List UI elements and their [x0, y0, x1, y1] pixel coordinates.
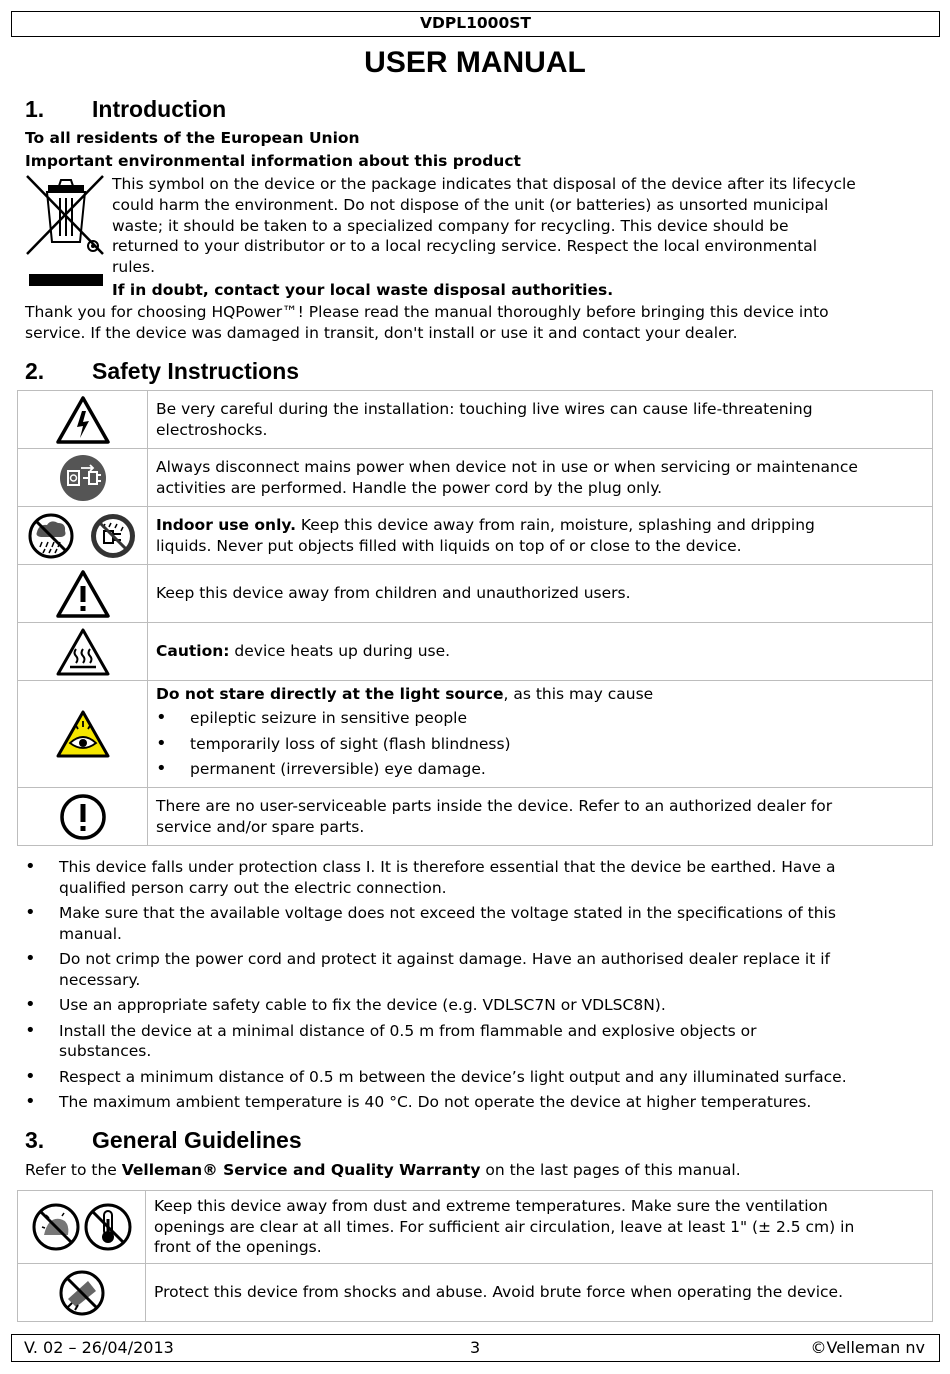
header-model: VDPL1000ST [11, 11, 940, 37]
guideline-row [18, 1264, 933, 1322]
section-number: 3. [25, 1127, 45, 1153]
section-title: Safety Instructions [92, 358, 300, 384]
caution-bold: Caution: [156, 642, 230, 661]
dust-temperature-icon [18, 1191, 146, 1264]
section-3-heading [25, 1126, 302, 1154]
weee-line: could harm the environment. Do not dispose of the unit (or batteries) as unsorted municipal [112, 195, 829, 214]
weee-bin-icon [25, 174, 107, 286]
list-item: • This device falls under protection class I. It is therefore essential that the device be earthed. Have a qualified person carry out the electric connection. [25, 857, 930, 899]
safety-row [18, 391, 933, 449]
section-title: Introduction [92, 96, 227, 122]
light-source-bold: Do not stare directly at the light source [156, 684, 504, 703]
guidelines-table [17, 1190, 933, 1322]
exclamation-circle-icon [18, 788, 148, 846]
page-number: 3 [470, 1338, 481, 1357]
safety-row [18, 788, 933, 846]
disconnect-mains-icon [18, 449, 148, 507]
section-number: 1. [25, 96, 45, 122]
page-footer [11, 1334, 940, 1362]
light-hazard-list [156, 708, 924, 779]
copyright: ©Velleman nv [810, 1338, 925, 1357]
version-date: V. 02 – 26/04/2013 [24, 1338, 174, 1357]
list-item: • Make sure that the available voltage does not exceed the voltage stated in the specifications of this manual. [25, 903, 930, 945]
weee-line: This symbol on the device or the package indicates that disposal of the device after its lifecycle [112, 175, 856, 193]
safety-text: Always disconnect mains power when device not in use or when servicing or maintenance activities are performed. Handle the power cord by the plug only. [148, 449, 933, 507]
weee-description [112, 174, 932, 278]
hot-surface-icon [18, 623, 148, 681]
weee-line: rules. [112, 258, 156, 277]
list-item: • Install the device at a minimal distance of 0.5 m from flammable and explosive objects or substances. [25, 1021, 930, 1063]
safety-row [18, 449, 933, 507]
safety-text: There are no user-serviceable parts inside the device. Refer to an authorized dealer for service and/or spare parts. [148, 788, 933, 846]
safety-row [18, 623, 933, 681]
guideline-row [18, 1191, 933, 1264]
weee-line: returned to your distributor or to a local recycling service. Respect the local environmental [112, 237, 818, 256]
section-title: General Guidelines [92, 1127, 302, 1153]
guideline-text: Protect this device from shocks and abuse. Avoid brute force when operating the device. [146, 1264, 933, 1322]
warranty-bold: Velleman® Service and Quality Warranty [121, 1161, 481, 1179]
safety-row [18, 507, 933, 565]
eye-hazard-icon [18, 681, 148, 788]
safety-text: Keep this device away from children and unauthorized users. [148, 565, 933, 623]
list-item: • The maximum ambient temperature is 40 °C. Do not operate the device at higher temperatures. [25, 1092, 930, 1113]
no-shock-icon [18, 1264, 146, 1322]
safety-text: Do not stare directly at the light source, as this may cause • epileptic seizure in sensitive people • temporarily loss of sight (flash blindness) • permanent (irreversible) eye damage. [148, 681, 933, 788]
document-title: USER MANUAL [364, 46, 586, 79]
safety-row [18, 681, 933, 788]
warranty-reference: Refer to the Velleman® Service and Quality Warranty on the last pages of this manual. [25, 1161, 741, 1179]
eu-residents-heading: To all residents of the European Union [25, 129, 360, 147]
safety-bullet-list [25, 857, 930, 1117]
list-item: • permanent (irreversible) eye damage. [156, 759, 924, 780]
section-2-heading [25, 357, 299, 385]
guideline-text: Keep this device away from dust and extreme temperatures. Make sure the ventilation openings are clear at all times. For sufficient air circulation, leave at least 1" (± 2.5 cm) in front of the openings. [146, 1191, 933, 1264]
indoor-use-bold: Indoor use only. [156, 515, 296, 534]
environment-heading: Important environmental information about this product [25, 152, 521, 170]
section-number: 2. [25, 358, 45, 384]
electric-shock-warning-icon [18, 391, 148, 449]
list-item: • Use an appropriate safety cable to fix the device (e.g. VDLSC7N or VDLSC8N). [25, 995, 930, 1016]
weee-line: waste; it should be taken to a specialized company for recycling. This device should be [112, 216, 789, 235]
general-warning-icon [18, 565, 148, 623]
safety-text: Indoor use only. Keep this device away from rain, moisture, splashing and dripping liquids. Never put objects filled with liquids on top of or close to the device. [148, 507, 933, 565]
indoor-use-only-icon [18, 507, 148, 565]
section-1-heading [25, 95, 226, 123]
safety-table [17, 390, 933, 846]
list-item: • epileptic seizure in sensitive people [156, 708, 924, 729]
safety-text: Be very careful during the installation: touching live wires can cause life-threatening electroshocks. [148, 391, 933, 449]
safety-text: Caution: device heats up during use. [148, 623, 933, 681]
safety-row [18, 565, 933, 623]
list-item: • Respect a minimum distance of 0.5 m between the device’s light output and any illuminated surface. [25, 1067, 930, 1088]
list-item: • Do not crimp the power cord and protect it against damage. Have an authorised dealer replace it if necessary. [25, 949, 930, 991]
list-item: • temporarily loss of sight (flash blindness) [156, 734, 924, 755]
thanks-line-1: Thank you for choosing HQPower™! Please read the manual thoroughly before bringing this device into [25, 303, 829, 321]
waste-disposal-notice: If in doubt, contact your local waste disposal authorities. [112, 281, 614, 299]
thanks-line-2: service. If the device was damaged in transit, don't install or use it and contact your dealer. [25, 324, 738, 342]
